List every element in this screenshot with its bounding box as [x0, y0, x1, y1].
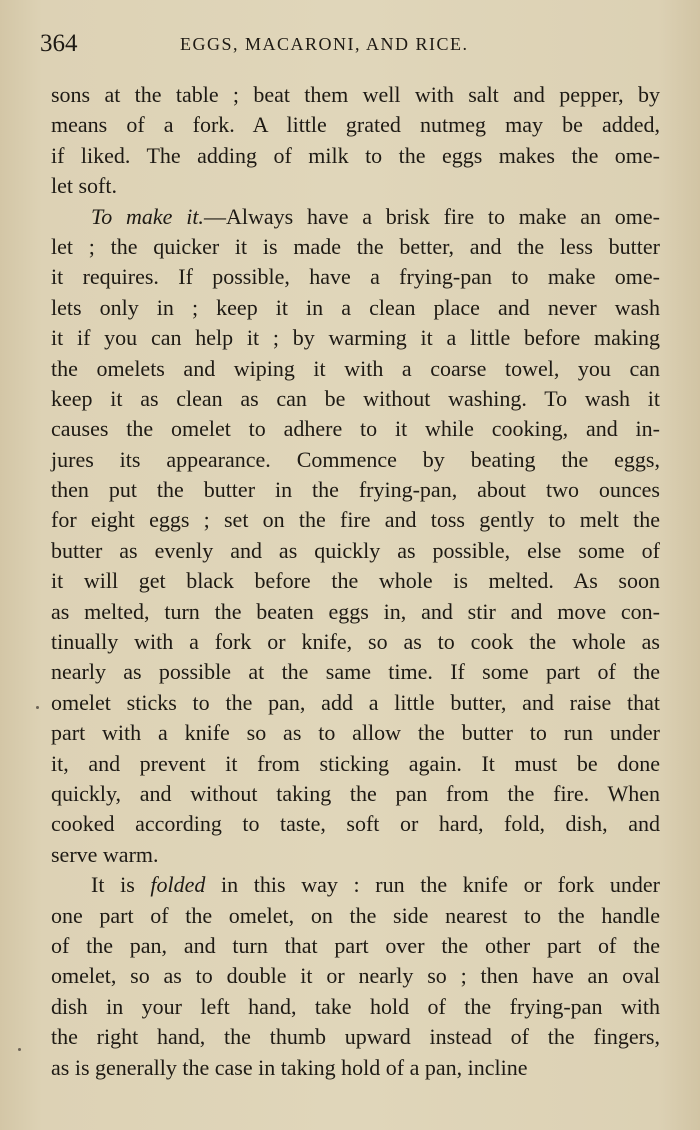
- text-line: for eight eggs ; set on the fire and toss gently to melt the: [51, 507, 660, 533]
- text-line: as melted, turn the beaten eggs in, and stir and move con-: [51, 598, 660, 624]
- body-text: [51, 80, 660, 1083]
- text-line: omelet, so as to double it or nearly so ; then have an oval: [51, 963, 660, 989]
- text-line: it if you can help it ; by warming it a little before making: [51, 325, 660, 351]
- text-line: as is generally the case in taking hold of a pan, incline: [51, 1054, 528, 1080]
- text-line: it will get black before the whole is melted. As soon: [51, 568, 660, 594]
- text-line: means of a fork. A little grated nutmeg may be added,: [51, 112, 660, 138]
- paragraph: [51, 80, 660, 202]
- text-line: of the pan, and turn that part over the other part of the: [51, 932, 660, 958]
- text-line: part with a knife so as to allow the butter to run under: [51, 720, 660, 746]
- text-line: dish in your left hand, take hold of the frying-pan with: [51, 993, 660, 1019]
- paragraph: [51, 202, 660, 871]
- margin-mark: [18, 1048, 21, 1051]
- page-number: 364: [40, 30, 78, 57]
- text-line: it, and prevent it from sticking again. It must be done: [51, 750, 660, 776]
- text-line: then put the butter in the frying-pan, about two ounces: [51, 477, 660, 503]
- text-line: tinually with a fork or knife, so as to cook the whole as: [51, 629, 660, 655]
- text-line: it requires. If possible, have a frying-pan to make ome-: [51, 264, 660, 290]
- text-line: if liked. The adding of milk to the eggs makes the ome-: [51, 142, 660, 168]
- text-line: It is folded in this way : run the knife or fork under: [91, 872, 660, 898]
- text-line: the omelets and wiping it with a coarse towel, you can: [51, 355, 660, 381]
- page-header: [40, 30, 660, 60]
- text-line: let soft.: [51, 173, 117, 199]
- text-line: omelet sticks to the pan, add a little butter, and raise that: [51, 689, 660, 715]
- text-line: jures its appearance. Commence by beating the eggs,: [51, 446, 660, 472]
- text-line: let ; the quicker it is made the better, and the less butter: [51, 233, 660, 259]
- text-line: sons at the table ; beat them well with salt and pepper, by: [51, 82, 660, 107]
- text-line: the right hand, the thumb upward instead of the fingers,: [51, 1024, 660, 1050]
- text-line: one part of the omelet, on the side nearest to the handle: [51, 902, 660, 928]
- text-line: nearly as possible at the same time. If some part of the: [51, 659, 660, 685]
- text-line: To make it.—Always have a brisk fire to make an ome-: [91, 203, 660, 229]
- text-line: quickly, and without taking the pan from the fire. When: [51, 780, 660, 806]
- text-line: keep it as clean as can be without washing. To wash it: [51, 385, 660, 411]
- text-line: cooked according to taste, soft or hard, fold, dish, and: [51, 811, 660, 837]
- text-line: causes the omelet to adhere to it while cooking, and in-: [51, 416, 660, 442]
- text-line: serve warm.: [51, 841, 159, 867]
- margin-mark: [36, 706, 39, 709]
- italic-phrase: To make it.: [91, 203, 204, 229]
- running-head: EGGS, MACARONI, AND RICE.: [180, 34, 469, 54]
- text-line: lets only in ; keep it in a clean place and never wash: [51, 294, 660, 320]
- italic-phrase: folded: [150, 872, 206, 898]
- paragraph: [51, 870, 660, 1083]
- text-line: butter as evenly and as quickly as possible, else some of: [51, 537, 660, 563]
